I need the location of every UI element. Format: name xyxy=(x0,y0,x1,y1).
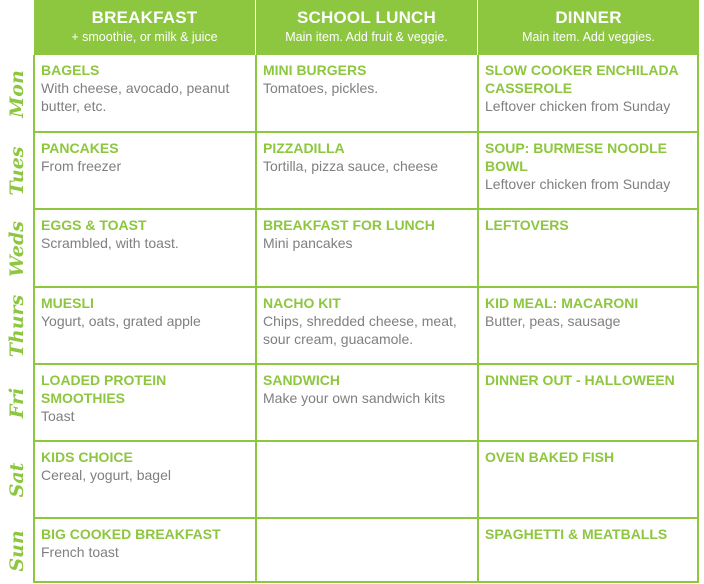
day-label: Thurs xyxy=(5,294,28,358)
meal-title: SANDWICH xyxy=(263,372,340,388)
day-label: Mon xyxy=(5,69,28,118)
meal-cell-weds-dinner xyxy=(477,210,699,288)
meal-cell-thurs-breakfast xyxy=(33,288,255,365)
header-title: SCHOOL LUNCH xyxy=(296,8,437,27)
header-school-lunch xyxy=(255,0,477,55)
meal-cell-fri-breakfast xyxy=(33,365,255,442)
meal-title: SOUP: BURMESE NOODLE BOWL xyxy=(485,140,668,174)
header-breakfast xyxy=(33,0,255,55)
meal-desc: Leftover chicken from Sunday xyxy=(485,176,671,192)
meal-cell-thurs-dinner xyxy=(477,288,699,365)
meal-desc: Tomatoes, pickles. xyxy=(263,80,379,96)
meal-desc: Leftover chicken from Sunday xyxy=(485,98,671,114)
table-corner xyxy=(0,0,33,55)
meal-cell-mon-breakfast xyxy=(33,55,255,133)
meal-desc: Toast xyxy=(41,408,75,424)
meal-title: MUESLI xyxy=(41,295,94,311)
meal-cell-sun-lunch xyxy=(255,519,477,583)
meal-title: NACHO KIT xyxy=(263,295,341,311)
header-subtitle: Main item. Add fruit & veggie. xyxy=(285,30,448,44)
day-label-fri xyxy=(0,365,33,442)
day-label-weds xyxy=(0,210,33,288)
meal-cell-sat-dinner xyxy=(477,442,699,519)
meal-cell-tues-dinner xyxy=(477,133,699,210)
meal-title: BIG COOKED BREAKFAST xyxy=(41,526,221,542)
meal-desc: Cereal, yogurt, bagel xyxy=(41,467,171,483)
meal-title: KIDS CHOICE xyxy=(41,449,133,465)
day-label: Weds xyxy=(5,220,28,277)
meal-desc: From freezer xyxy=(41,158,122,174)
meal-cell-sun-breakfast xyxy=(33,519,255,583)
meal-cell-sat-breakfast xyxy=(33,442,255,519)
meal-desc: Mini pancakes xyxy=(263,235,353,251)
day-label-sun xyxy=(0,519,33,583)
meal-cell-tues-breakfast xyxy=(33,133,255,210)
meal-title: PANCAKES xyxy=(41,140,119,156)
meal-cell-mon-dinner xyxy=(477,55,699,133)
meal-desc: Chips, shredded cheese, meat, sour cream, guacamole. xyxy=(263,313,457,347)
meal-desc: Butter, peas, sausage xyxy=(485,313,621,329)
meal-desc: With cheese, avocado, peanut butter, etc. xyxy=(41,80,230,114)
meal-title: BREAKFAST FOR LUNCH xyxy=(263,217,435,233)
day-label-thurs xyxy=(0,288,33,365)
day-label: Sat xyxy=(5,462,28,498)
day-label-tues xyxy=(0,133,33,210)
meal-cell-sat-lunch xyxy=(255,442,477,519)
day-label-mon xyxy=(0,55,33,133)
day-label: Fri xyxy=(5,387,28,419)
day-label: Sun xyxy=(5,529,28,572)
meal-cell-tues-lunch xyxy=(255,133,477,210)
header-title: BREAKFAST xyxy=(91,8,198,27)
meal-cell-mon-lunch xyxy=(255,55,477,133)
day-label: Tues xyxy=(5,146,28,196)
meal-title: EGGS & TOAST xyxy=(41,217,147,233)
header-subtitle: Main item. Add veggies. xyxy=(522,30,655,44)
meal-title: DINNER OUT - HALLOWEEN xyxy=(485,372,675,388)
meal-cell-thurs-lunch xyxy=(255,288,477,365)
meal-title: PIZZADILLA xyxy=(263,140,345,156)
meal-title: LOADED PROTEIN SMOOTHIES xyxy=(41,372,167,406)
meal-desc: Make your own sandwich kits xyxy=(263,390,446,406)
meal-cell-weds-lunch xyxy=(255,210,477,288)
header-subtitle: + smoothie, or milk & juice xyxy=(71,30,218,44)
meal-title: MINI BURGERS xyxy=(263,62,367,78)
meal-title: KID MEAL: MACARONI xyxy=(485,295,639,311)
meal-cell-fri-lunch xyxy=(255,365,477,442)
meal-title: SLOW COOKER ENCHILADA CASSEROLE xyxy=(485,62,679,96)
meal-title: LEFTOVERS xyxy=(485,217,569,233)
header-title: DINNER xyxy=(555,8,622,27)
header-dinner xyxy=(477,0,699,55)
day-label-sat xyxy=(0,442,33,519)
meal-desc: Scrambled, with toast. xyxy=(41,235,179,251)
meal-cell-fri-dinner xyxy=(477,365,699,442)
meal-title: OVEN BAKED FISH xyxy=(485,449,615,465)
meal-cell-weds-breakfast xyxy=(33,210,255,288)
meal-title: SPAGHETTI & MEATBALLS xyxy=(485,526,668,542)
meal-desc: Yogurt, oats, grated apple xyxy=(41,313,201,329)
meal-desc: French toast xyxy=(41,544,119,560)
meal-desc: Tortilla, pizza sauce, cheese xyxy=(263,158,439,174)
meal-cell-sun-dinner xyxy=(477,519,699,583)
meal-title: BAGELS xyxy=(41,62,100,78)
